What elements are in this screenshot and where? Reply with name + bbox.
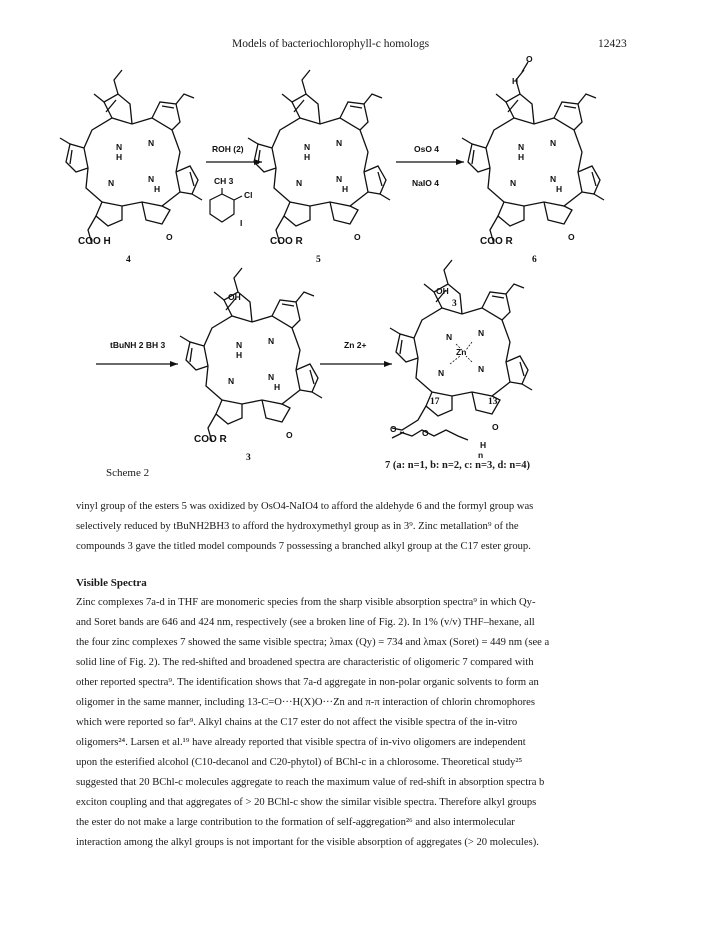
- compound-6-number: 6: [532, 255, 537, 265]
- svg-text:O: O: [492, 422, 499, 432]
- svg-text:O: O: [568, 232, 575, 242]
- compound-3-acid: COO R: [194, 434, 227, 445]
- svg-text:N: N: [304, 142, 311, 152]
- svg-text:H: H: [556, 184, 563, 194]
- reagent-oso4: OsO 4: [414, 144, 440, 154]
- paragraph-2-line: interaction among the alkyl groups is not important for the visible absorption of aggregates (> 20 molecules).: [76, 837, 539, 848]
- svg-text:N: N: [336, 138, 343, 148]
- paragraph-2-line: which were reported so far⁹. Alkyl chains at the C17 ester do not affect the visible spectra of the in-vitro: [76, 717, 518, 728]
- paragraph-1-line: vinyl group of the esters 5 was oxidized by OsO4-NaIO4 to afford the aldehyde 6 and the formyl group was: [76, 501, 534, 512]
- svg-text:N: N: [148, 174, 155, 184]
- svg-text:H: H: [342, 184, 349, 194]
- reagent-zinc: Zn 2+: [344, 340, 367, 350]
- reagent-pyridinium-cl: Cl: [244, 190, 253, 200]
- compound-7-oh: OH: [436, 286, 449, 296]
- compound-5-structure: [248, 70, 390, 244]
- paragraph-2-line: oligomers²⁴. Larsen et al.¹⁹ have already reported that visible spectra of in-vivo oligomers are independent: [76, 737, 526, 748]
- compound-4-structure: [60, 70, 202, 244]
- section-heading: Visible Spectra: [76, 577, 147, 589]
- svg-text:N: N: [550, 138, 557, 148]
- reagent-roh: ROH (2): [212, 144, 244, 154]
- svg-text:H: H: [304, 152, 311, 162]
- svg-text:N: N: [336, 174, 343, 184]
- paragraph-1: [76, 497, 636, 557]
- svg-text:N: N: [228, 376, 235, 386]
- paragraph-2-line: Zinc complexes 7a-d in THF are monomeric species from the sharp visible absorption spectra⁹ in which Qy-: [76, 597, 536, 608]
- svg-text:N: N: [296, 178, 303, 188]
- compound-7-caption: 7 (a: n=1, b: n=2, c: n=3, d: n=4): [385, 460, 530, 471]
- svg-text:H: H: [116, 152, 123, 162]
- paragraph-2-line: the ester do not make a large contribution to the formation of self-aggregation²⁶ and also intermolecular: [76, 817, 515, 828]
- svg-text:O: O: [166, 232, 173, 242]
- svg-text:N: N: [268, 336, 275, 346]
- page-number: 12423: [598, 38, 627, 50]
- compound-7-zn: Zn: [456, 347, 467, 357]
- paragraph-2-line: solid line of Fig. 2). The red-shifted and broadened spectra are characteristic of oligomeric 7 compared with: [76, 657, 534, 668]
- svg-text:N: N: [478, 328, 485, 338]
- paragraph-2-line: and Soret bands are 646 and 424 nm, respectively (see a broken line of Fig. 2). In 1% (v/v) THF–hexane, all: [76, 617, 535, 628]
- svg-text:O: O: [286, 430, 293, 440]
- svg-text:N: N: [116, 142, 123, 152]
- svg-text:O: O: [354, 232, 361, 242]
- svg-text:H: H: [236, 350, 243, 360]
- compound-5-number: 5: [316, 255, 321, 265]
- paragraph-2-line: exciton coupling and that aggregates of > 20 BChl-c show the similar visible spectra. Therefore alkyl groups: [76, 797, 537, 808]
- compound-5-acid: COO R: [270, 236, 303, 247]
- reagent-pyridinium-i: I: [240, 218, 243, 228]
- svg-text:N: N: [518, 142, 525, 152]
- svg-text:N: N: [108, 178, 115, 188]
- pyridinium-ring: [210, 188, 242, 222]
- svg-text:N: N: [478, 364, 485, 374]
- compound-4-acid: COO H: [78, 236, 111, 247]
- compound-7-pos3: 3: [452, 299, 457, 309]
- svg-text:N: N: [438, 368, 445, 378]
- svg-text:N: N: [550, 174, 557, 184]
- compound-7-ester-ether-oxygen: O: [422, 428, 429, 438]
- reagent-naio4: NaIO 4: [412, 178, 439, 188]
- paragraph-1-line: compounds 3 gave the titled model compounds 7 possessing a branched alkyl group at the C17 ester group.: [76, 541, 531, 552]
- paragraph-2-line: upon the esterified alcohol (C10-decanol and C20-phytol) of BChl-c in a chlorosome. Theoretical study²⁵: [76, 757, 523, 768]
- compound-3-oh: OH: [228, 292, 241, 302]
- paragraph-2-line: suggested that 20 BChl-c molecules aggregate to reach the maximum value of red-shift in absorption spectra b: [76, 777, 545, 788]
- compound-6-structure: [462, 54, 604, 244]
- scheme-caption: Scheme 2: [106, 467, 150, 479]
- compound-7-ester-oxygen: O: [390, 424, 397, 434]
- compound-7-pos13: 13: [488, 397, 498, 407]
- svg-text:N: N: [236, 340, 243, 350]
- compound-3-number: 3: [246, 453, 251, 463]
- paragraph-2-line: the four zinc complexes 7 showed the same visible spectra; λmax (Qy) = 734 and λmax (Soret) = 449 nm (see a: [76, 637, 550, 648]
- compound-6-acid: COO R: [480, 236, 513, 247]
- compound-3-structure: [180, 268, 322, 442]
- reagent-tbunh2bh3: tBuNH 2 BH 3: [110, 340, 166, 350]
- paragraph-1-line: selectively reduced by tBuNH2BH3 to afford the hydroxymethyl group as in 3⁹. Zinc metallation⁹ of the: [76, 521, 519, 532]
- compound-7-pos17: 17: [430, 397, 440, 407]
- svg-text:N: N: [268, 372, 275, 382]
- running-title: Models of bacteriochlorophyll-c homologs: [232, 38, 430, 50]
- svg-text:N: N: [446, 332, 453, 342]
- compound-4-number: 4: [126, 255, 131, 265]
- svg-text:H: H: [154, 184, 161, 194]
- compound-6-aldehyde-h: H: [512, 76, 519, 86]
- svg-text:H: H: [518, 152, 525, 162]
- svg-text:N: N: [148, 138, 155, 148]
- paragraph-2-line: other reported spectra⁹. The identification shows that 7a-d aggregate in non-polar organic solvents to form an: [76, 677, 539, 688]
- svg-text:N: N: [510, 178, 517, 188]
- compound-7-chain-n: n: [478, 450, 484, 460]
- reagent-pyridinium-ch3: CH 3: [214, 176, 234, 186]
- paragraph-2-line: oligomer in the same manner, including 13-C=O···H(X)O···Zn and π-π interaction of chlorin chromophores: [76, 697, 535, 708]
- paragraph-2: [76, 593, 636, 853]
- svg-text:H: H: [274, 382, 281, 392]
- compound-7-chain-h: H: [480, 440, 487, 450]
- svg-text:O: O: [526, 54, 533, 64]
